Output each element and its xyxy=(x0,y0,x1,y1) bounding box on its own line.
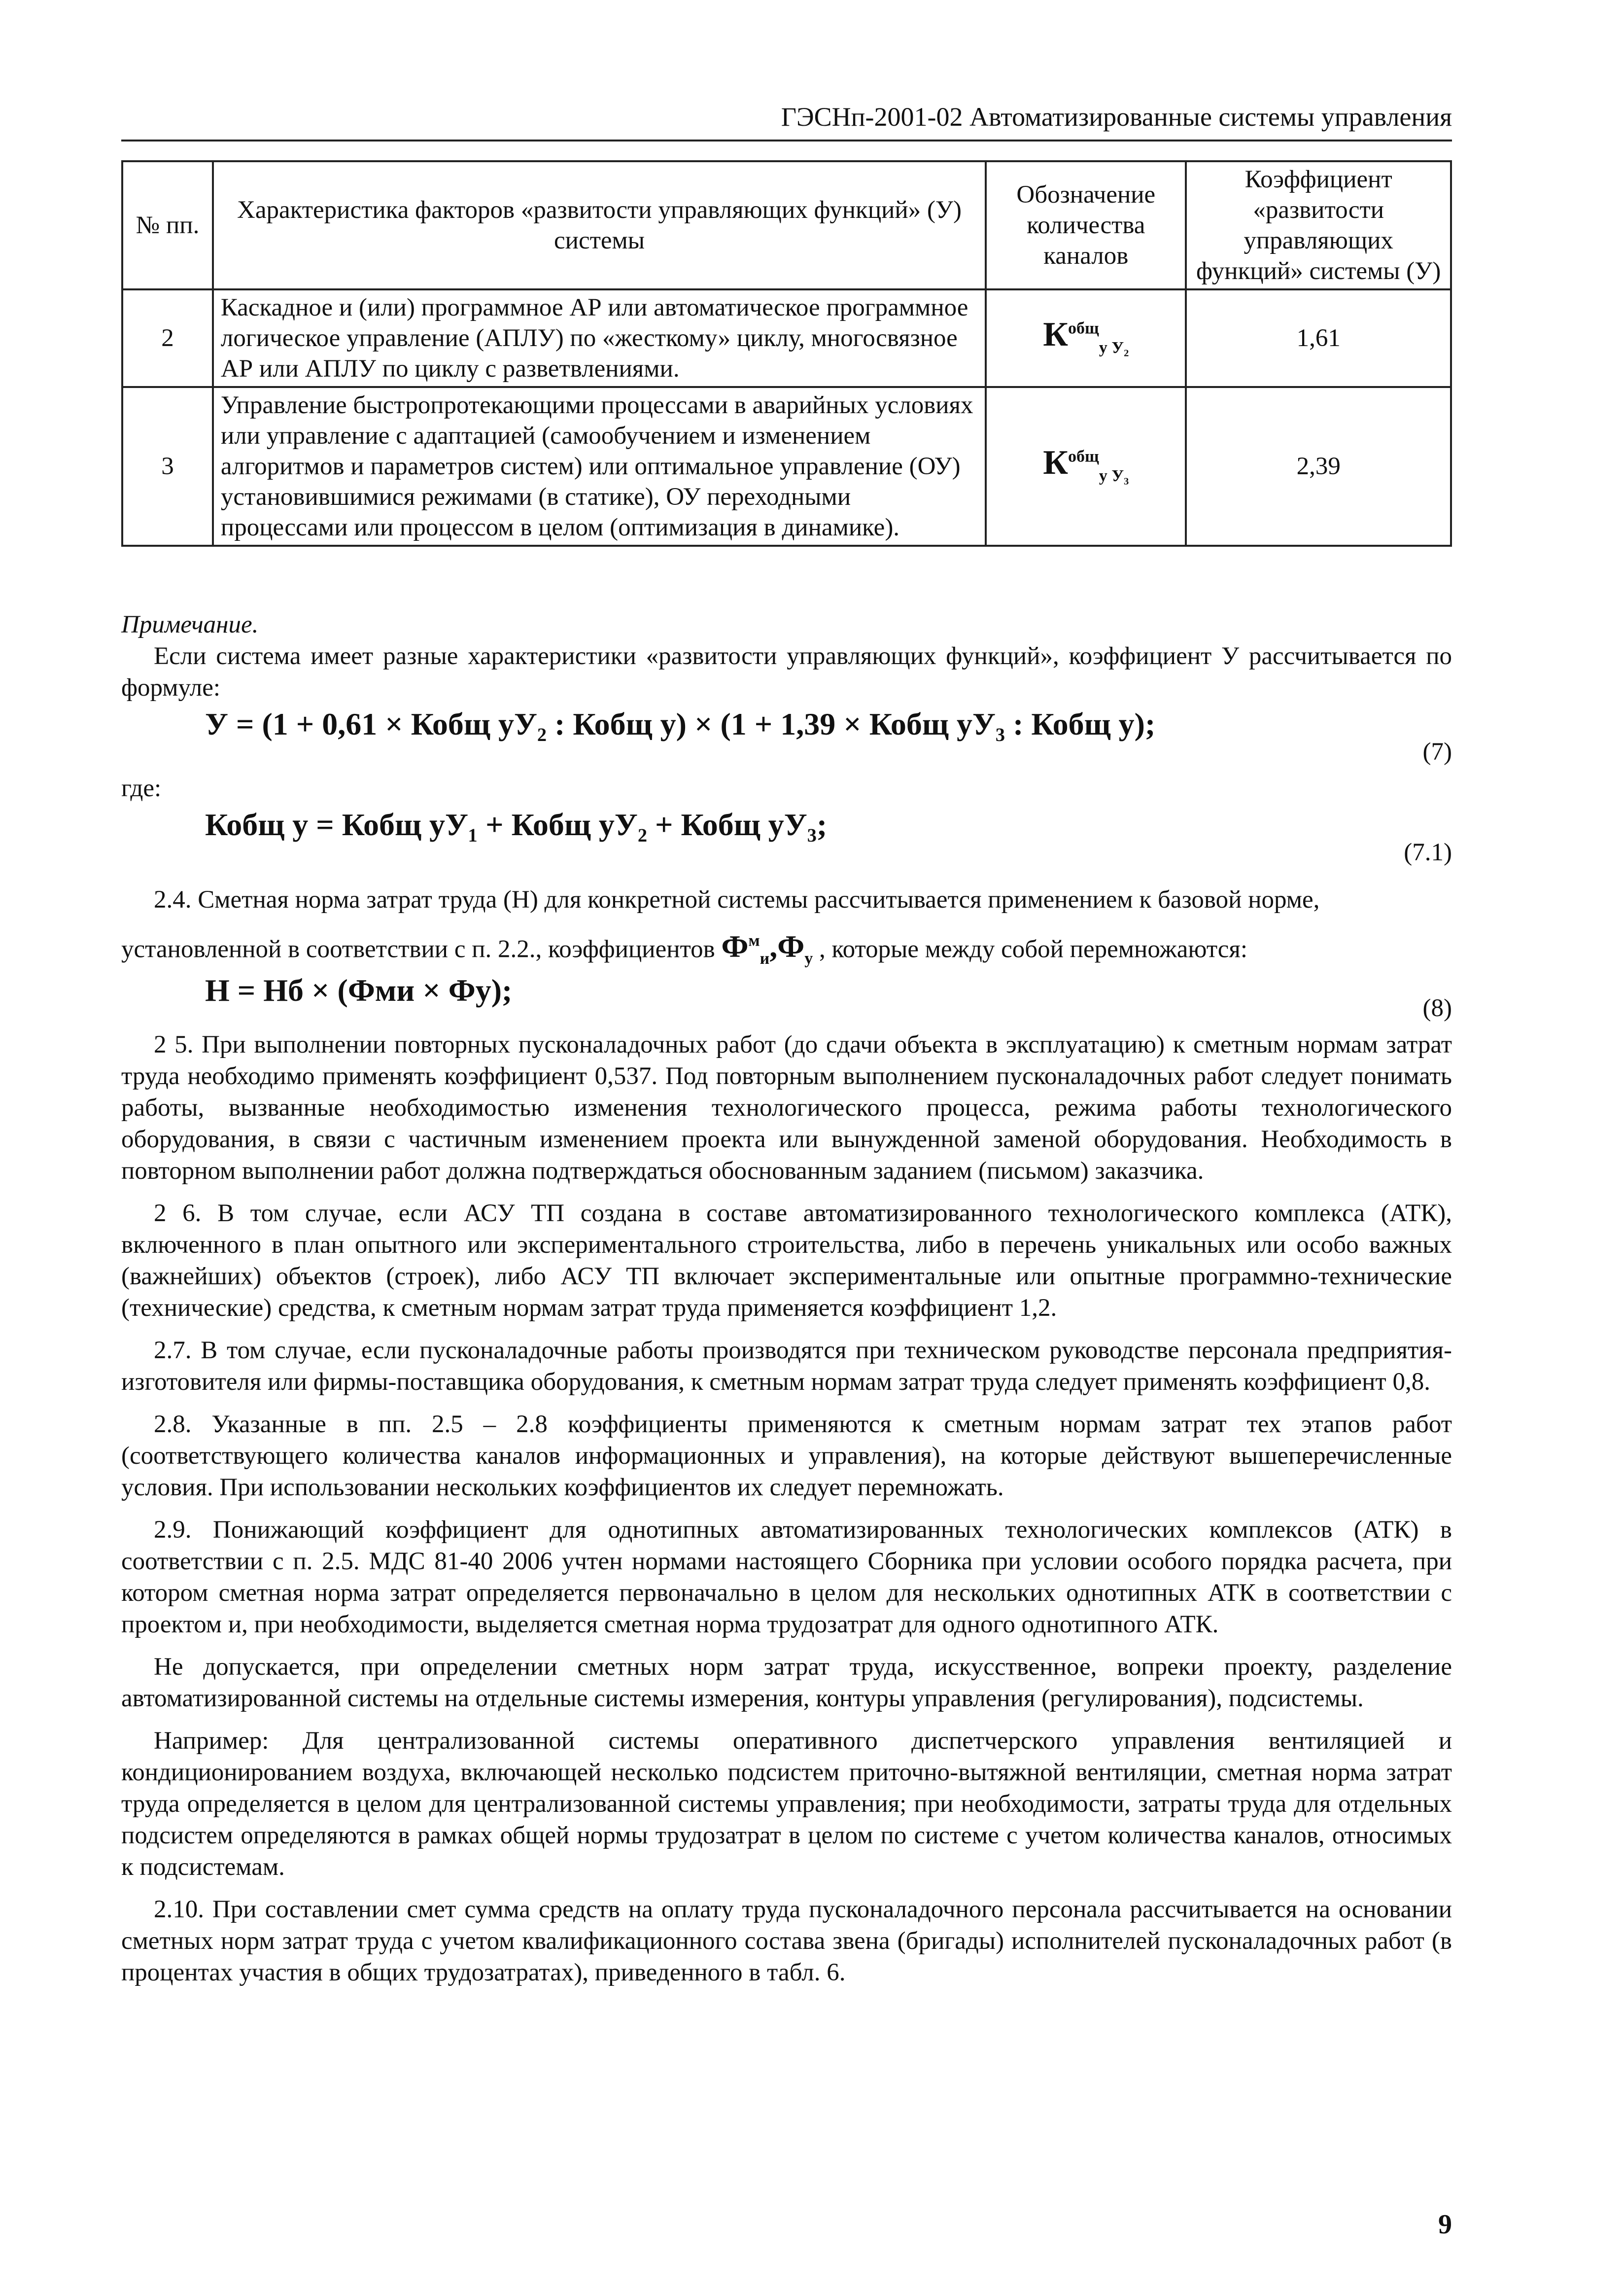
body-text xyxy=(121,609,1452,1988)
paragraph-example: Например: Для централизованной системы оперативного диспетчерского управления вентиляцией и кондиционированием воздуха, включающей несколько подсистем приточно-вытяжной вентиляции, сметная норма затрат труда определяется в целом для централизованной системы управления; при необходимости, затраты труда для отдельных подсистем определяются в рамках общей нормы трудозатрат в целом по системе с учетом количества каналов, относимых к подсистемам. xyxy=(121,1727,1452,1881)
running-header: ГЭСНп-2001-02 Автоматизированные системы управления xyxy=(121,101,1452,141)
col-header-sym: Обозначение количества каналов xyxy=(986,161,1186,289)
sym-base: К xyxy=(1043,315,1068,353)
formula-7 xyxy=(121,704,1452,773)
formula-7-text: У = (1 + 0,61 × Кобщ уУ₂ : Кобщ у) × (1 + 1,39 × Кобщ уУ₃ : Кобщ у); xyxy=(205,706,1156,741)
paragraph-2-5: 2 5. При выполнении повторных пусконаладочных работ (до сдачи объекта в эксплуатацию) к сметным нормам затрат труда необходимо применять коэффициент 0,537. Под повторным выполнением пусконаладочных работ следует понимать работы, вызванные необходимостью изменения технологического процесса, режима работы технологического оборудования, в связи с частичным изменением проекта или вынужденной заменой оборудования. Необходимость в повторном выполнении работ должна подтверждаться обоснованным заданием (письмом) заказчика. xyxy=(121,1031,1452,1185)
col-header-coef: Коэффициент «развитости управляющих функций» системы (У) xyxy=(1186,161,1451,289)
paragraph-2-8: 2.8. Указанные в пп. 2.5 – 2.8 коэффициенты применяются к сметным нормам затрат тех этапов работ (соответствующего количества каналов информационных и управления), на которые действуют вышеперечисленные условия. При использовании нескольких коэффициентов их следует перемножать. xyxy=(121,1411,1452,1502)
paragraph-2-4 xyxy=(121,884,1452,916)
factors-table xyxy=(121,160,1452,547)
sym-sub: у У₂ xyxy=(1099,338,1129,357)
row-symbol xyxy=(986,387,1186,546)
formula-8-expression xyxy=(205,975,512,1006)
row-num: 2 xyxy=(122,289,213,387)
row-coef: 1,61 xyxy=(1186,289,1451,387)
row-desc: Управление быстропротекающими процессами в аварийных условиях или управление с адаптацией (самообучением и изменением алгоритмов и параметров систем) или оптимальное управление (ОУ) установившимися режимами (в статике), ОУ переходными процессами или процессом в целом (оптимизация в динамике). xyxy=(213,387,986,546)
formula-7-1 xyxy=(121,804,1452,873)
table-row xyxy=(122,387,1451,546)
paragraph-not-allowed: Не допускается, при определении сметных норм затрат труда, искусственное, вопреки проекту, разделение автоматизированной системы на отдельные системы измерения, контуры управления (регулирования), подсистемы. xyxy=(121,1653,1452,1713)
formula-8-number: (8) xyxy=(1422,994,1452,1023)
paragraph-2-4-text: 2.4. Сметная норма затрат труда (Н) для конкретной системы рассчитывается применением к базовой норме, xyxy=(154,886,1320,914)
paragraph-2-4-text-b1: установленной в соответствии с п. 2.2., коэффициентов xyxy=(121,935,715,963)
sym-base: К xyxy=(1043,443,1068,482)
row-num: 3 xyxy=(122,387,213,546)
sym-sup: общ xyxy=(1068,319,1099,338)
note-label: Примечание. xyxy=(121,611,259,638)
table-row xyxy=(122,289,1451,387)
paragraph-2-7: 2.7. В том случае, если пусконаладочные работы производятся при техническом руководстве персонала предприятия-изготовителя или фирмы-поставщика оборудования, к сметным нормам затрат труда следует применять коэффициент 0,8. xyxy=(121,1337,1452,1396)
note-text: Если система имеет разные характеристики «развитости управляющих функций», коэффициент У рассчитывается по формуле: xyxy=(121,642,1452,702)
table-header-row xyxy=(122,161,1451,289)
row-desc: Каскадное и (или) программное АР или автоматическое программное логическое управление (АПЛУ) по «жесткому» циклу, многосвязное АР или АПЛУ по циклу с разветвлениями. xyxy=(213,289,986,387)
formula-7-number: (7) xyxy=(1422,738,1452,766)
formula-7-1-expression xyxy=(205,809,827,841)
phi-coefficients: $Ф^м_и,Ф_у$ xyxy=(721,929,813,968)
row-symbol xyxy=(986,289,1186,387)
paragraph-2-6: 2 6. В том случае, если АСУ ТП создана в составе автоматизированного технологического комплекса (АТК), включенного в план опытного или экспериментального строительства, либо в перечень уникальных или особо важных (важнейших) объектов (строек), либо АСУ ТП включает экспериментальные или опытные программно-технические (технические) средства, к сметным нормам затрат труда применяется коэффициент 1,2. xyxy=(121,1199,1452,1322)
formula-8 xyxy=(121,975,1452,1029)
col-header-num: № пп. xyxy=(122,161,213,289)
paragraph-2-9: 2.9. Понижающий коэффициент для однотипных автоматизированных технологических комплексов (АТК) в соответствии с п. 2.5. МДС 81-40 2006 учтен нормами настоящего Сборника при условии особого порядка расчета, при котором сметная норма затрат определяется первоначально в целом для нескольких однотипных АТК в соответствии с проектом и, при необходимости, выделяется сметная норма трудозатрат для одного однотипного АТК. xyxy=(121,1516,1452,1639)
paragraph-2-10: 2.10. При составлении смет сумма средств на оплату труда пусконаладочного персонала рассчитывается на основании сметных норм затрат труда с учетом квалификационного состава звена (бригады) исполнителей пусконаладочных работ (в процентах участия в общих трудозатратах), приведенного в табл. 6. xyxy=(121,1896,1452,1987)
paragraph-2-4-cont xyxy=(121,925,1452,975)
formula-7-1-text: Кобщ у = Кобщ уУ₁ + Кобщ уУ₂ + Кобщ уУ₃; xyxy=(205,807,828,842)
paragraph-2-4-text-b2: , которые между собой перемножаются: xyxy=(819,935,1248,963)
where-label: где: xyxy=(121,775,162,802)
sym-sub: у У₃ xyxy=(1099,466,1129,485)
col-header-desc: Характеристика факторов «развитости управляющих функций» (У) системы xyxy=(213,161,986,289)
row-coef: 2,39 xyxy=(1186,387,1451,546)
sym-sup: общ xyxy=(1068,447,1099,466)
formula-8-text: Н = Нб × (Фми × Фу); xyxy=(205,973,513,1008)
formula-7-expression xyxy=(205,708,1155,740)
formula-7-1-number: (7.1) xyxy=(1404,839,1452,866)
page-number: 9 xyxy=(1438,2209,1452,2240)
